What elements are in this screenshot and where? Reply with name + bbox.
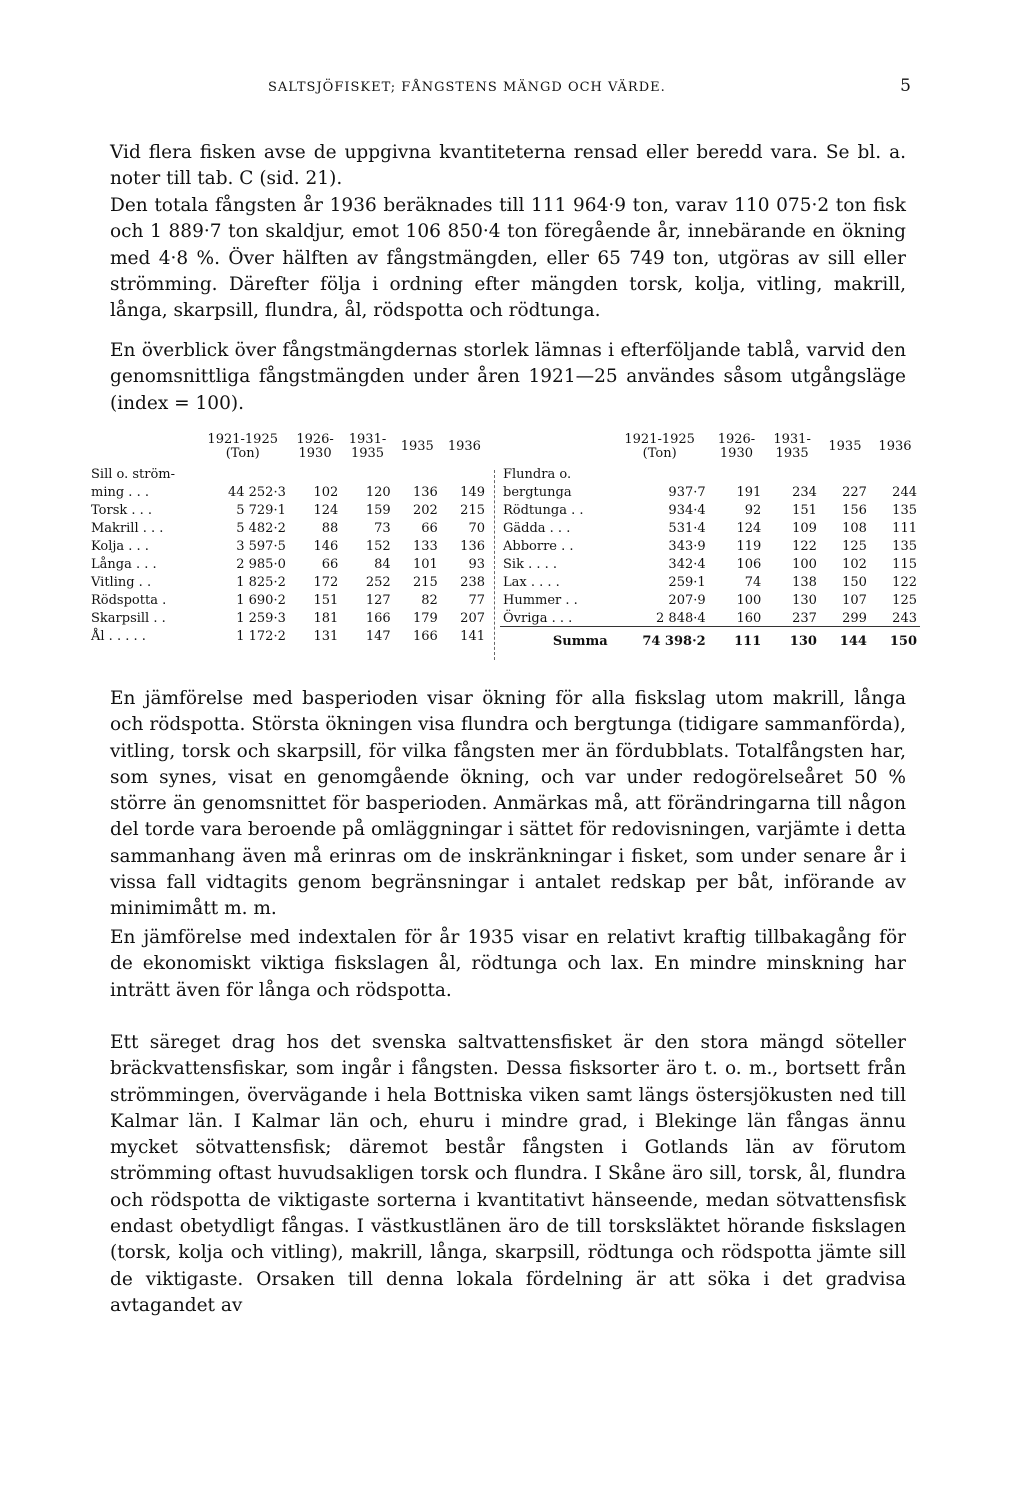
table-left-body [88,464,488,644]
cell-value: 125 [842,539,867,554]
cell-value: 234 [792,485,817,500]
cell-value: 147 [365,629,391,644]
paragraph-3: En överblick över fångstmängdernas storlek lämnas i efterföljande tablå, varvid den genomsnittliga fångstmängden under åren 1921—25 användes såsom utgångsläge (index = 100). [110,340,906,414]
running-head: SALTSJÖFISKET; FÅNGSTENS MÄNGD OCH VÄRDE. [268,80,666,95]
cell-value: 106 [736,557,762,572]
row-label: Sik . . . . [503,557,557,572]
cell-value: 172 [313,575,339,590]
cell-value: 342·4 [668,557,706,572]
cell-value: 138 [792,575,817,590]
cell-value: 150 [842,575,867,590]
cell-value: 146 [313,539,339,554]
cell-value [341,464,393,482]
cell-value: 77 [468,593,485,608]
cell-value: 179 [413,611,438,626]
cell-value: 149 [460,485,485,500]
cell-value: 88 [321,521,339,536]
header-1921-1925 [611,430,709,464]
cell-value [441,464,488,482]
table-row [500,608,920,627]
cell-value: 136 [413,485,438,500]
cell-value: 299 [842,611,867,626]
row-label: Lax . . . . [503,575,560,590]
cell-value: 102 [313,485,339,500]
table-row [88,482,488,500]
row-label: bergtunga [503,485,572,500]
cell-value: 73 [374,521,391,536]
cell-value: 531·4 [668,521,706,536]
cell-value: 136 [460,539,485,554]
cell-value: 125 [892,593,917,608]
cell-value: 202 [413,503,438,518]
paragraph-4: En jämförelse med basperioden visar ökning för alla fiskslag utom makrill, långa och rödspotta. Största ökningen visa flundra och bergtunga (tidigare sammanförda), vitling, torsk och skarpsill, för vilka fångsten mer än fördubblats. Totalfångsten har, som synes, visat en genomgående ökning, och var under redogörelseåret 50 % större än genomsnittet för basperioden. Anmärkas må, att förändringarna till någon del torde vara beroende på omläggningar i sättet för redovisningen, varjämte i detta sammanhang även må erinras om de inskränkningar i fisket, som under senare år i vissa fall vidtagits genom begränsningar i antalet redskap per båt, införande av minimimått m. m. [110,688,907,920]
row-label: Rödspotta . [91,593,167,608]
cell-value: 1 172·2 [236,629,286,644]
header-1936: 1936 [878,439,912,454]
cell-value: 244 [892,485,917,500]
header-label: 1930 [719,446,753,461]
table-row [500,464,920,482]
cell-value: 1 259·3 [236,611,286,626]
row-label: Skarpsill . . [91,611,166,626]
cell-value [820,464,870,482]
cell-value: 44 252·3 [227,485,286,500]
paragraph-1: Vid flera fisken avse de uppgivna kvantiteterna rensad eller beredd vara. Se bl. a. noter till tab. C (sid. 21). [110,142,906,190]
cell-value: 107 [842,593,867,608]
cell-value: 120 [365,485,391,500]
cell-value: 135 [892,539,917,554]
table-row [500,572,920,590]
cell-value: 100 [792,557,817,572]
cell-value: 151 [313,593,339,608]
cell-value: 166 [365,611,391,626]
cell-value: 108 [842,521,867,536]
cell-value: 5 729·1 [236,503,286,518]
paragraph-2: Den totala fångsten år 1936 beräknades till 111 964·9 ton, varav 110 075·2 ton fisk och 1 889·7 ton skaldjur, emot 106 850·4 ton föregående år, innebärande en ökning med 4·8 %. Över hälften av fångstmängden, eller 65 749 ton, utgöras av sill eller strömming. Därefter följa i ordning efter mängden torsk, kolja, vitling, makrill, långa, skarpsill, flundra, ål, rödspotta och rödtunga. [110,195,906,322]
cell-value: 937·7 [668,485,706,500]
header-1935: 1935 [828,439,862,454]
row-label: ming . . . [91,485,149,500]
table-row [88,536,488,554]
cell-value: 227 [842,485,867,500]
header-1931-1935 [341,430,393,464]
cell-value: 141 [460,629,485,644]
header-name [88,430,197,464]
cell-value: 124 [736,521,762,536]
cell-value: 124 [313,503,339,518]
header-1936: 1936 [447,439,481,454]
cell-value: 160 [736,611,762,626]
row-label: Övriga . . . [503,611,573,626]
table-row [500,518,920,536]
row-label: Hummer . . [503,593,578,608]
cell-value: 151 [792,503,817,518]
summa-value: 111 [709,627,765,650]
row-label: Rödtunga . . [503,503,584,518]
cell-value: 3 597·5 [236,539,286,554]
table-row [88,608,488,626]
cell-value: 343·9 [668,539,706,554]
cell-value: 5 482·2 [236,521,286,536]
row-label: Makrill . . . [91,521,164,536]
table-right [500,430,920,649]
cell-value: 1 690·2 [236,593,286,608]
cell-value: 115 [892,557,917,572]
cell-value: 70 [468,521,485,536]
cell-value: 122 [892,575,917,590]
table-divider [494,470,495,660]
table-row [88,626,488,644]
table-row [500,536,920,554]
cell-value [394,464,441,482]
header-label: 1931- [348,432,387,447]
row-label: Abborre . . [503,539,574,554]
row-label: Flundra o. [503,467,572,482]
page-header [110,78,910,102]
cell-value: 2 985·0 [236,557,286,572]
cell-value: 131 [313,629,339,644]
header-1931-1935 [764,430,820,464]
header-label: 1930 [298,446,332,461]
table-row [500,590,920,608]
cell-value: 191 [736,485,762,500]
header-1926-1930 [709,430,765,464]
cell-value: 934·4 [668,503,706,518]
cell-value: 2 848·4 [656,611,706,626]
cell-value [764,464,820,482]
header-label: 1921-1925 [207,432,278,447]
header-unit: (Ton) [225,446,260,461]
row-label: Långa . . . [91,557,157,572]
cell-value: 1 825·2 [236,575,286,590]
header-label: 1935 [350,446,385,461]
cell-value: 127 [365,593,391,608]
table-row [88,518,488,536]
summa-value: 150 [870,627,920,650]
cell-value: 92 [744,503,762,518]
table-row [88,554,488,572]
cell-value: 102 [842,557,867,572]
table-left [88,430,488,644]
paragraph-5: En jämförelse med indextalen för år 1935 visar en relativt kraftig tillbakagång för de ekonomiskt viktiga fiskslagen ål, rödtunga och lax. En mindre minskning har inträtt även för långa och rödspotta. [110,927,906,1001]
table-row [500,482,920,500]
cell-value: 207·9 [668,593,706,608]
cell-value [611,464,709,482]
cell-value: 252 [365,575,391,590]
cell-value: 130 [792,593,817,608]
cell-value: 66 [321,557,339,572]
cell-value: 181 [313,611,339,626]
cell-value: 74 [744,575,762,590]
summa-row [500,627,920,650]
header-label: 1926- [296,432,334,447]
header-label: 1926- [717,432,756,447]
cell-value: 66 [421,521,438,536]
row-label: Sill o. ström- [91,467,176,482]
cell-value [197,464,289,482]
header-label: 1935 [775,446,809,461]
cell-value: 111 [892,521,917,536]
cell-value: 156 [842,503,867,518]
cell-value: 82 [421,593,438,608]
summa-value: 74 398·2 [611,627,709,650]
cell-value [709,464,765,482]
cell-value: 122 [792,539,817,554]
row-label: Kolja . . . [91,539,149,554]
table-right-body [500,464,920,649]
summa-label: Summa [500,627,611,650]
cell-value: 215 [460,503,485,518]
table-row [88,572,488,590]
paragraph-6: Ett säreget drag hos det svenska saltvattensfisket är den stora mängd söteller bräckvattensfiskar, som ingår i fångsten. Dessa fisksorter äro t. o. m., bortsett från strömmingen, övervägande i hela Bottniska viken samt längs östersjökusten ned till Kalmar län. I Kalmar län och, ehuru i mindre grad, i Blekinge län fångas ännu mycket sötvattensfisk; däremot består fångsten i Gotlands län av förutom strömming oftast huvudsakligen torsk och flundra. I Skåne äro sill, torsk, ål, flundra och rödspotta de viktigaste sorterna i kvantitativt hänseende, medan sötvattensfisk endast obetydligt fångas. I västkustlänen äro de till torsksläktet hörande fiskslagen (torsk, kolja och vitling), makrill, långa, skarpsill, rödtunga och rödspotta jämte sill de viktigaste. Orsaken till denna lokala fördelning är att söka i det gradvisa avtagandet av [110,1032,906,1316]
cell-value: 93 [468,557,485,572]
cell-value: 215 [413,575,438,590]
table-header-row [88,430,488,464]
cell-value: 166 [413,629,438,644]
page-number: 5 [900,76,912,96]
cell-value: 237 [792,611,817,626]
row-label: Gädda . . . [503,521,571,536]
cell-value: 101 [413,557,438,572]
table-header-row [500,430,920,464]
cell-value: 159 [365,503,391,518]
catch-index-table [88,430,918,660]
header-1921-1925 [197,430,289,464]
cell-value: 238 [460,575,485,590]
cell-value: 259·1 [668,575,706,590]
summa-value: 144 [820,627,870,650]
row-label: Ål . . . . . [91,629,146,644]
table-row [500,554,920,572]
header-name [500,430,611,464]
cell-value: 84 [374,557,391,572]
cell-value [289,464,341,482]
row-label: Torsk . . . [91,503,153,518]
header-label: 1921-1925 [624,432,695,447]
table-row [88,500,488,518]
header-1935: 1935 [400,439,434,454]
table-row [88,464,488,482]
table-row [500,500,920,518]
summa-value: 130 [764,627,820,650]
cell-value [870,464,920,482]
cell-value: 109 [792,521,817,536]
cell-value: 207 [460,611,485,626]
header-unit: (Ton) [642,446,677,461]
cell-value: 243 [892,611,917,626]
cell-value: 100 [736,593,762,608]
cell-value: 152 [365,539,391,554]
row-label: Vitling . . [91,575,152,590]
header-label: 1931- [773,432,811,447]
cell-value: 135 [892,503,917,518]
cell-value: 119 [736,539,762,554]
table-row [88,590,488,608]
cell-value: 133 [413,539,438,554]
header-1926-1930 [289,430,341,464]
